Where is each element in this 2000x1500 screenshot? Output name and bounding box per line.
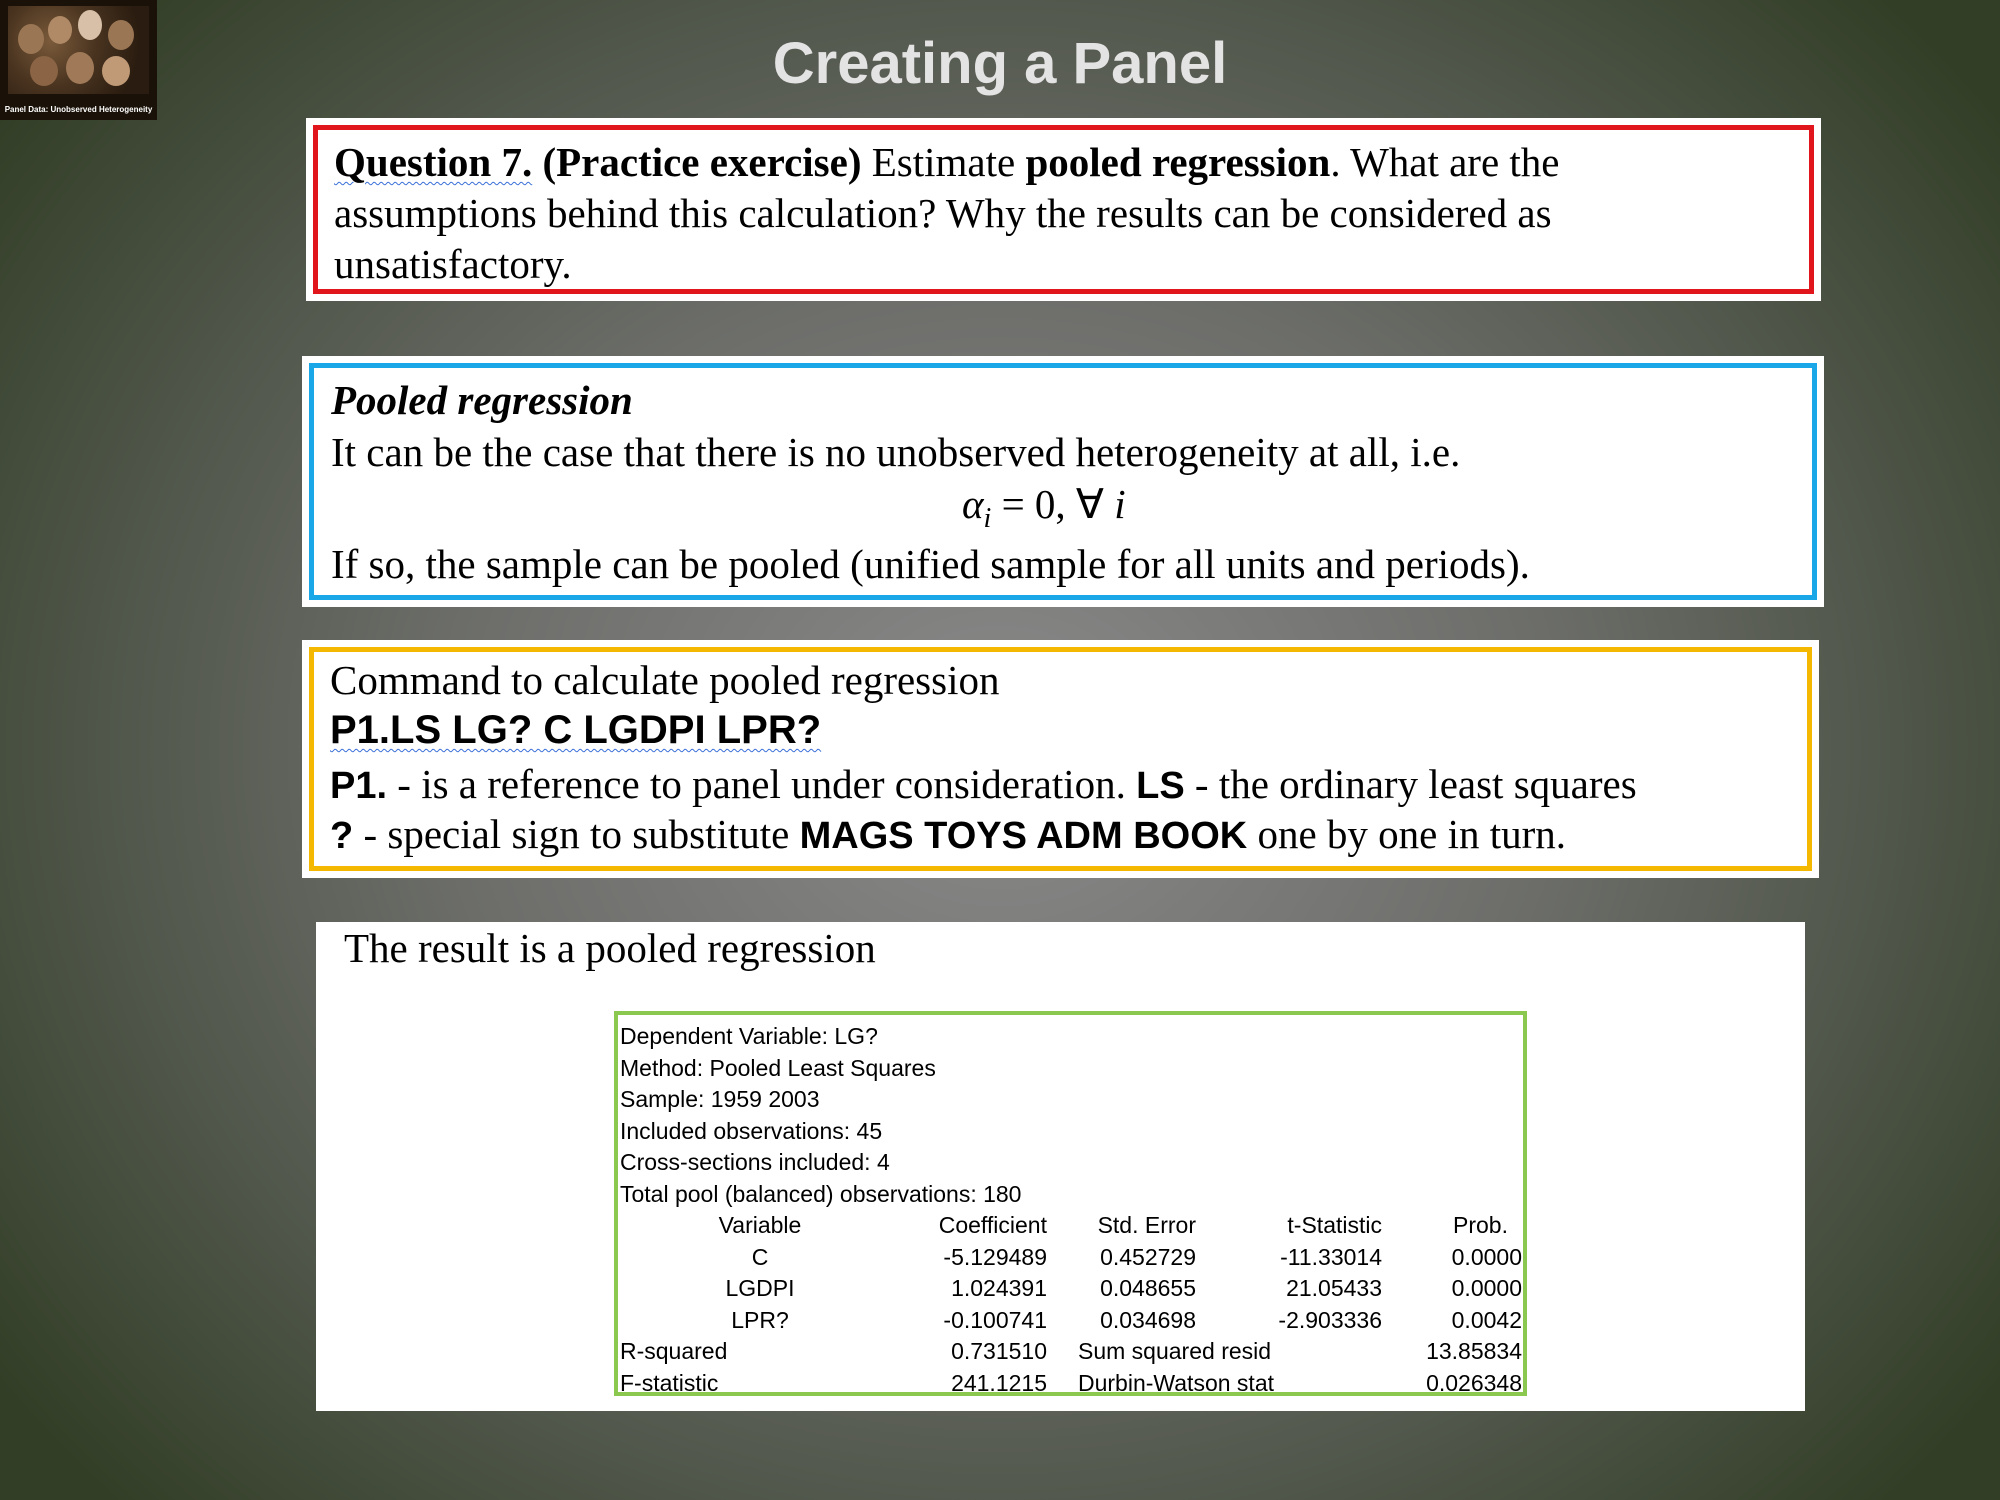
cross-sections-line: Cross-sections included: 4 bbox=[620, 1149, 890, 1175]
question-mark-label: ? bbox=[330, 815, 354, 857]
column-header: t-Statistic bbox=[1287, 1212, 1382, 1239]
question-text-rest: . What are the bbox=[1330, 139, 1560, 185]
column-header: Prob. bbox=[1453, 1212, 1508, 1239]
coefficient-table bbox=[620, 1210, 1522, 1399]
stats-row bbox=[620, 1336, 1522, 1368]
formula-alpha: α bbox=[962, 481, 984, 527]
p1-label: P1. bbox=[330, 765, 388, 807]
t-statistic-cell: 21.05433 bbox=[1286, 1275, 1382, 1302]
stat-label: Sum squared resid bbox=[1078, 1338, 1272, 1365]
pooled-formula bbox=[962, 480, 1126, 535]
result-intro: The result is a pooled regression bbox=[344, 925, 876, 971]
variable-cell: LPR? bbox=[731, 1306, 789, 1333]
question-text-estimate: Estimate bbox=[871, 139, 1016, 185]
column-header: Coefficient bbox=[938, 1212, 1047, 1239]
stat-label: F-statistic bbox=[620, 1369, 719, 1396]
stat-value: 0.026348 bbox=[1426, 1369, 1522, 1396]
command-line-1: Command to calculate pooled regression bbox=[330, 657, 1000, 703]
result-box bbox=[316, 922, 1805, 1411]
table-row bbox=[620, 1273, 1522, 1305]
ls-label: LS bbox=[1136, 765, 1185, 807]
question-box bbox=[306, 118, 1821, 301]
prob-cell: 0.0042 bbox=[1451, 1306, 1522, 1333]
command-box bbox=[302, 640, 1819, 878]
formula-subscript: i bbox=[983, 503, 992, 535]
dependent-variable-line: Dependent Variable: LG? bbox=[620, 1023, 878, 1049]
variable-cell: C bbox=[751, 1243, 769, 1270]
practice-label: (Practice exercise) bbox=[542, 139, 862, 185]
total-pool-line: Total pool (balanced) observations: 180 bbox=[620, 1180, 1022, 1207]
question-label: Question 7. bbox=[334, 139, 533, 185]
t-statistic-cell: -2.903336 bbox=[1278, 1306, 1382, 1333]
stat-label: Durbin-Watson stat bbox=[1078, 1369, 1274, 1396]
question-line-3: unsatisfactory. bbox=[334, 241, 572, 287]
stat-value: 0.731510 bbox=[951, 1338, 1047, 1365]
stat-value: 241.1215 bbox=[951, 1369, 1047, 1396]
regression-output bbox=[614, 1011, 1527, 1396]
coefficient-cell: -0.100741 bbox=[943, 1306, 1047, 1333]
logo-caption: Panel Data: Unobserved Heterogeneity bbox=[4, 105, 153, 114]
table-row bbox=[620, 1242, 1522, 1274]
slide-title: Creating a Panel bbox=[772, 31, 1228, 96]
ls-description: - the ordinary least squares bbox=[1184, 761, 1637, 807]
std-error-cell: 0.452729 bbox=[1100, 1243, 1196, 1270]
coefficient-cell: 1.024391 bbox=[951, 1275, 1047, 1302]
column-header: Variable bbox=[718, 1212, 802, 1239]
pooled-line-3: If so, the sample can be pooled (unified sample for all units and periods). bbox=[331, 541, 1530, 587]
prob-cell: 0.0000 bbox=[1451, 1275, 1522, 1302]
pooled-line-1: It can be the case that there is no unobserved heterogeneity at all, i.e. bbox=[331, 429, 1461, 475]
variable-cell: LGDPI bbox=[725, 1275, 795, 1302]
table-row bbox=[620, 1305, 1522, 1337]
stat-label: R-squared bbox=[620, 1338, 728, 1365]
pooled-regression-term: pooled regression bbox=[1025, 139, 1331, 185]
std-error-cell: 0.048655 bbox=[1100, 1275, 1196, 1302]
question-mark-description: - special sign to substitute bbox=[353, 811, 800, 857]
column-header: Std. Error bbox=[1097, 1212, 1196, 1239]
units-list: MAGS TOYS ADM BOOK bbox=[799, 815, 1248, 857]
question-line-1 bbox=[334, 138, 1560, 186]
command-text: P1.LS LG? C LGDPI LPR? bbox=[330, 708, 822, 752]
pooled-heading: Pooled regression bbox=[331, 377, 633, 423]
table-header-row bbox=[620, 1210, 1522, 1242]
method-line: Method: Pooled Least Squares bbox=[620, 1054, 936, 1081]
command-line-3 bbox=[330, 760, 1637, 808]
prob-cell: 0.0000 bbox=[1451, 1243, 1522, 1270]
formula-rest: = 0, ∀ bbox=[991, 481, 1115, 527]
command-line-4 bbox=[330, 810, 1566, 858]
coefficient-cell: -5.129489 bbox=[943, 1243, 1047, 1270]
units-description: one by one in turn. bbox=[1247, 811, 1567, 857]
sample-line: Sample: 1959 2003 bbox=[620, 1086, 820, 1112]
pooled-regression-box bbox=[302, 356, 1824, 607]
t-statistic-cell: -11.33014 bbox=[1280, 1243, 1382, 1270]
question-line-2: assumptions behind this calculation? Why the results can be considered as bbox=[334, 190, 1552, 236]
formula-i: i bbox=[1114, 481, 1126, 527]
stats-row bbox=[620, 1368, 1522, 1400]
std-error-cell: 0.034698 bbox=[1100, 1306, 1196, 1333]
stat-value: 13.85834 bbox=[1426, 1338, 1522, 1365]
p1-description: - is a reference to panel under consideration. bbox=[387, 761, 1137, 807]
included-observations-line: Included observations: 45 bbox=[620, 1117, 883, 1144]
